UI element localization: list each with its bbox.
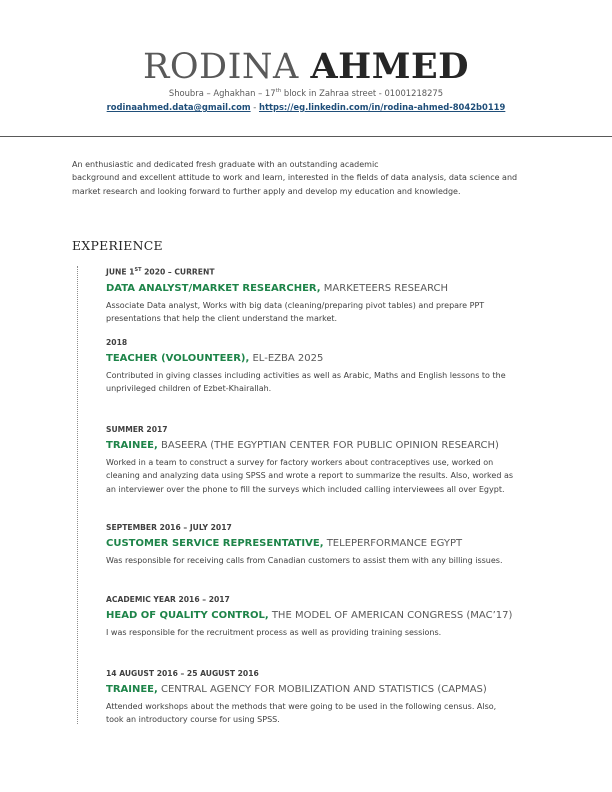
timeline-dotted-line [77,266,78,724]
entry-description: I was responsible for the recruitment process as well as providing training sessions. [106,628,442,637]
address-sup: th [275,88,282,95]
entry-date: 14 AUGUST 2016 – 25 AUGUST 2016 [106,669,259,678]
entry-role [106,351,516,366]
contact-links [0,102,612,112]
resume-name [0,46,612,88]
entry-role [106,536,516,551]
entry-date: SUMMER 2017 [106,425,168,434]
experience-entry [106,522,516,567]
entry-org: EL-EZBA 2025 [249,353,324,364]
experience-entry [106,337,516,396]
summary [72,158,522,198]
entry-org: MARKETEERS RESEARCH [320,282,449,294]
entry-date: SEPTEMBER 2016 – JULY 2017 [106,523,232,532]
summary-line-2: background and excellent attitude to work and learn, interested in the fields of data analysis, data science and market research and looking forward to further apply and develop my education and knowledge. [72,173,518,196]
entry-description: Was responsible for receiving calls from Canadian customers to assist them with any billing issues. [106,556,503,565]
entry-date: 2018 [106,338,128,347]
email-link[interactable]: rodinaahmed.data@gmail.com [106,102,251,112]
entry-description: Associate Data analyst, Works with big data (cleaning/preparing pivot tables) and prepare PPT presentations that help the client understand the market. [106,300,485,323]
entry-role [106,438,516,453]
experience-entry [106,265,516,325]
linkedin-link[interactable]: https://eg.linkedin.com/in/rodina-ahmed-8042b0119 [258,102,506,112]
entry-role [106,608,516,623]
experience-heading: EXPERIENCE [72,238,163,253]
entry-title: HEAD OF QUALITY CONTROL, [106,610,269,621]
entry-title: DATA ANALYST/MARKET RESEARCHER, [106,282,321,294]
experience-entry [106,594,516,639]
entry-title: TRAINEE, [106,440,158,451]
entry-description: Worked in a team to construct a survey for factory workers about contraceptives use, worked on cleaning and analyzing data using SPSS and wrote a report to summarize the results. Also, worked as an interviewer over the phone to fill the surveys which included calling interviewees all over Egypt. [106,458,514,494]
last-name: AHMED [310,46,469,87]
address-post: block in Zahraa street - 01001218275 [281,88,444,98]
entry-date [106,265,516,278]
first-name: RODINA [143,47,299,87]
entry-role [106,682,516,697]
entry-date-pre: JUNE 1 [106,267,135,277]
entry-description: Attended workshops about the methods that were going to be used in the following census. Also, took an introductory course for using SPSS. [106,702,497,725]
entry-description: Contributed in giving classes including activities as well as Arabic, Maths and English lessons to the unprivileged children of Ezbet-Khairallah. [106,371,506,394]
entry-date: ACADEMIC YEAR 2016 – 2017 [106,595,230,604]
entry-title: TEACHER (VOLOUNTEER), [106,353,250,364]
contact-address [0,88,612,98]
entry-org: TELEPERFORMANCE EGYPT [323,538,463,549]
entry-title: CUSTOMER SERVICE REPRESENTATIVE, [106,538,324,549]
address-pre: Shoubra – Aghakhan – 17 [168,88,276,98]
entry-role [106,281,516,296]
header-divider [0,136,612,137]
entry-date-sup: ST [134,267,142,273]
link-separator: - [250,102,259,112]
entry-org: CENTRAL AGENCY FOR MOBILIZATION AND STATISTICS (CAPMAS) [157,684,487,695]
summary-line-1: An enthusiastic and dedicated fresh graduate with an outstanding academic [72,160,379,169]
experience-entry [106,668,516,727]
experience-entry [106,424,516,496]
entry-org: THE MODEL OF AMERICAN CONGRESS (MAC’17) [268,610,513,621]
entry-org: BASEERA (THE EGYPTIAN CENTER FOR PUBLIC OPINION RESEARCH) [157,440,499,451]
entry-date-post: 2020 – CURRENT [141,267,215,277]
entry-title: TRAINEE, [106,684,158,695]
